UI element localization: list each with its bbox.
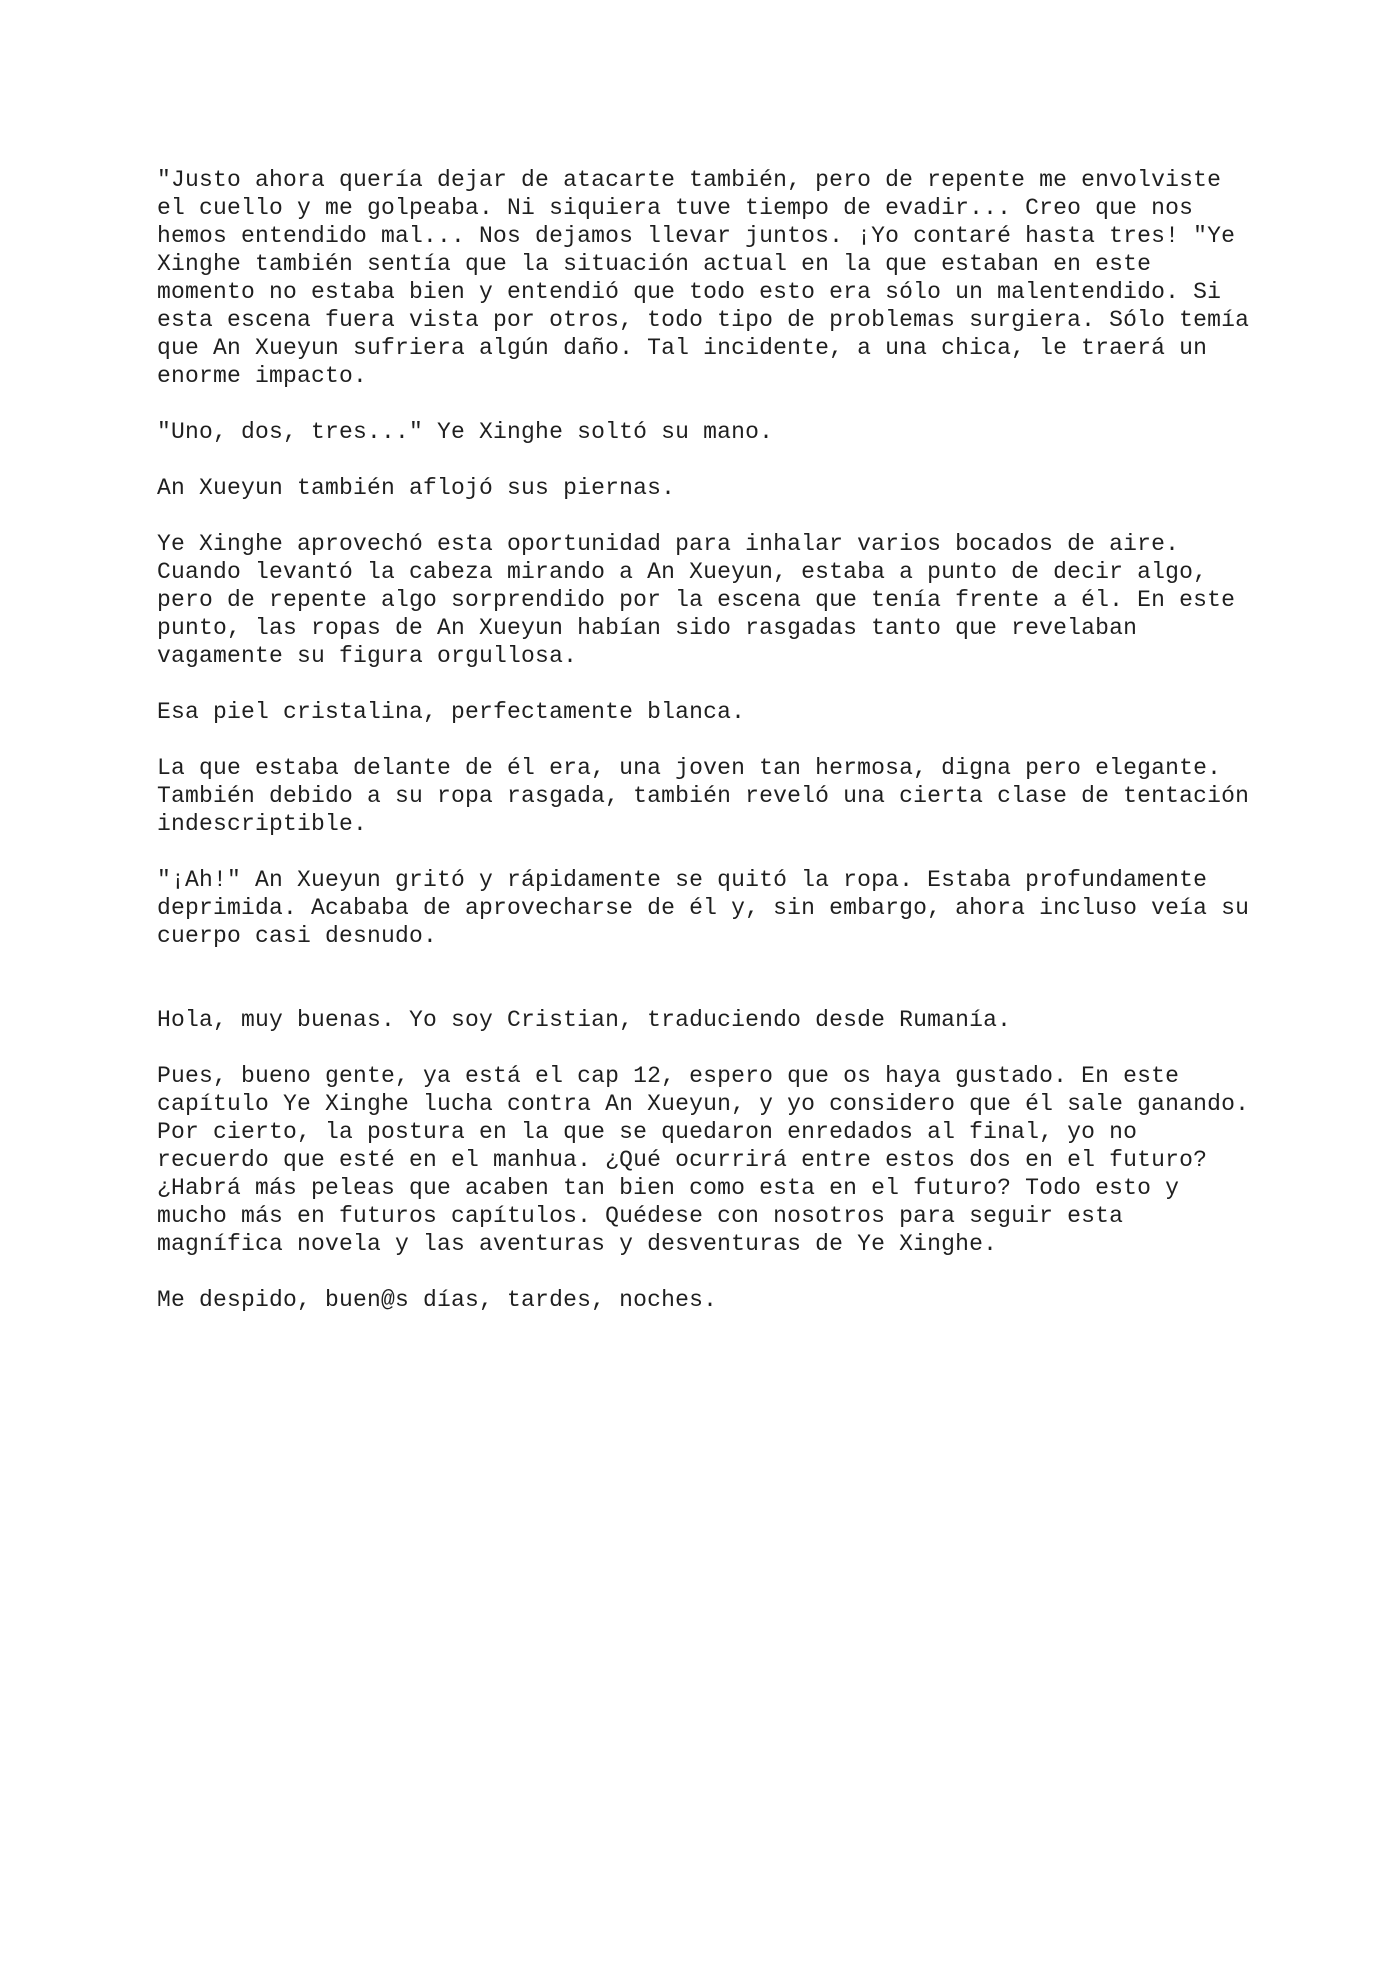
paragraph: "Justo ahora quería dejar de atacarte también, pero de repente me envolviste el cuello y me golpeaba. Ni siquiera tuve tiempo de evadir... Creo que nos hemos entendido mal... Nos dejamos llevar juntos. ¡Yo contaré hasta tres! "Ye Xinghe también sentía que la situación actual en la que estaban en este momento no estaba bien y entendió que todo esto era sólo un malentendido. Si esta escena fuera vista por otros, todo tipo de problemas surgiera. Sólo temía que An Xueyun sufriera algún daño. Tal incidente, a una chica, le traerá un enorme impacto. <box>157 167 1250 389</box>
paragraph: La que estaba delante de él era, una joven tan hermosa, digna pero elegante. También debido a su ropa rasgada, también reveló una cierta clase de tentación indescriptible. <box>157 755 1250 837</box>
paragraph: "Uno, dos, tres..." Ye Xinghe soltó su mano. <box>157 419 774 445</box>
section-gap <box>157 978 1257 1006</box>
translator-note-paragraph: Me despido, buen@s días, tardes, noches. <box>157 1287 718 1313</box>
paragraph: An Xueyun también aflojó sus piernas. <box>157 475 676 501</box>
paragraph: "¡Ah!" An Xueyun gritó y rápidamente se quitó la ropa. Estaba profundamente deprimida. Acababa de aprovecharse de él y, sin embargo, ahora incluso veía su cuerpo casi desnudo. <box>157 867 1250 949</box>
paragraph: Esa piel cristalina, perfectamente blanca. <box>157 699 746 725</box>
translator-note-paragraph: Pues, bueno gente, ya está el cap 12, espero que os haya gustado. En este capítulo Ye Xinghe lucha contra An Xueyun, y yo considero que él sale ganando. Por cierto, la postura en la que se quedaron enredados al final, yo no recuerdo que esté en el manhua. ¿Qué ocurrirá entre estos dos en el futuro? ¿Habrá más peleas que acaben tan bien como esta en el futuro? Todo esto y mucho más en futuros capítulos. Quédese con nosotros para seguir esta magnífica novela y las aventuras y desventuras de Ye Xinghe. <box>157 1063 1250 1257</box>
document-body <box>157 166 1257 1342</box>
paragraph: Ye Xinghe aprovechó esta oportunidad para inhalar varios bocados de aire. Cuando levantó la cabeza mirando a An Xueyun, estaba a punto de decir algo, pero de repente algo sorprendido por la escena que tenía frente a él. En este punto, las ropas de An Xueyun habían sido rasgadas tanto que revelaban vagamente su figura orgullosa. <box>157 531 1236 669</box>
translator-note-paragraph: Hola, muy buenas. Yo soy Cristian, traduciendo desde Rumanía. <box>157 1007 1012 1033</box>
